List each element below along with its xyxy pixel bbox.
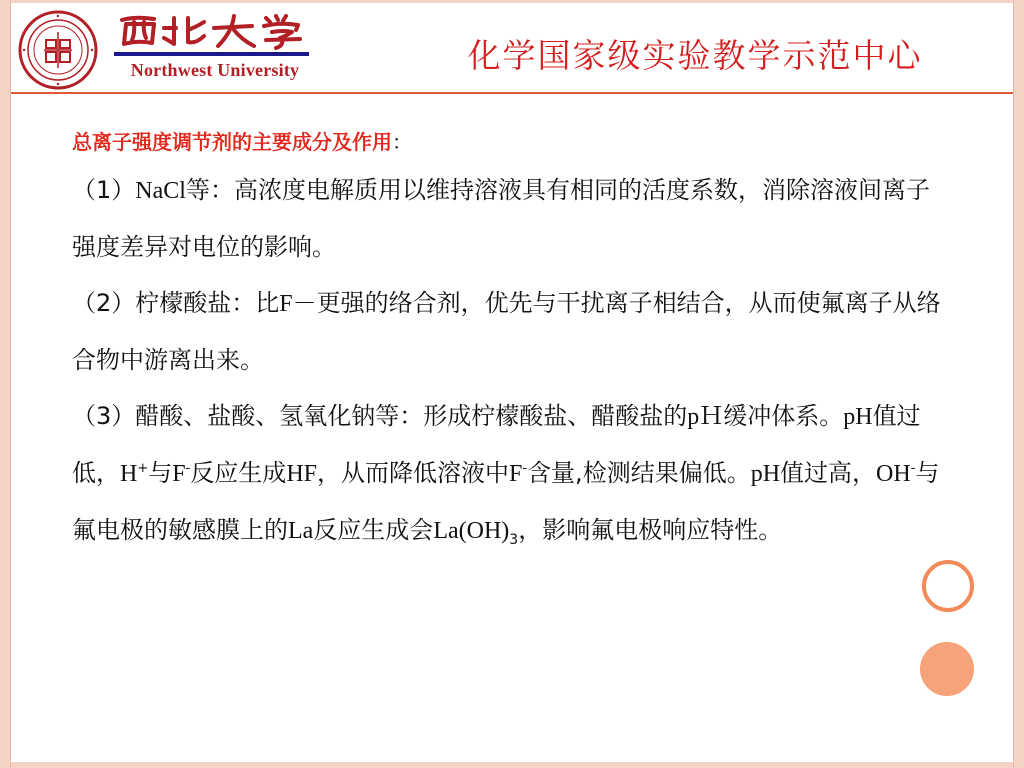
ion-fluoride-charge: －: [292, 289, 317, 317]
ion-fluoride-1-charge: -: [185, 461, 191, 476]
ion-hydroxide-charge: -: [910, 461, 916, 476]
item-1-text: 等：高浓度电解质用以维持溶液具有相同的活度系数，消除溶液间离子强度差异对电位的影响。: [72, 176, 930, 261]
ion-fluoride-1: F: [172, 461, 186, 487]
item-3-text-i: 与氟电极的敏感膜上的: [72, 459, 940, 544]
item-2-paragraph: [72, 275, 952, 388]
slide-frame-bottom: [0, 762, 1024, 768]
ion-fluoride: F: [279, 291, 293, 317]
item-3-text-a: 醋酸、盐酸、氢氧化钠等：形成柠檬酸盐、醋酸盐的: [135, 402, 688, 430]
item-2-prefix: （2）: [72, 289, 136, 317]
item-3-text-k: ，影响氟电极响应特性。: [518, 516, 783, 544]
logo-underline-bar: [114, 52, 309, 56]
ph-term-2: pH: [843, 404, 873, 430]
university-calligraphy-logo: [116, 10, 306, 52]
formula-la-oh: La(OH): [433, 518, 510, 544]
ion-fluoride-2: F: [509, 461, 523, 487]
item-2-text-a: 柠檬酸盐：比: [135, 289, 280, 317]
item-2-text-b: 更强的络合剂，优先与干扰离子相结合，从而使氟离子从络合物中游离出来。: [72, 289, 941, 374]
frame-inner-line-right: [1013, 0, 1014, 768]
item-3-text-h: 值过高，: [780, 459, 877, 487]
item-3-text-j: 反应生成会: [313, 516, 434, 544]
item-3-text-e: 反应生成: [190, 459, 287, 487]
ion-fluoride-2-charge: -: [522, 461, 528, 476]
decorative-ring: [922, 560, 974, 612]
ph-term-1: pＨ: [687, 404, 724, 430]
item-3-text-d: 与: [148, 459, 173, 487]
formula-nacl: NaCl: [135, 178, 186, 204]
ion-hydrogen: H: [120, 461, 138, 487]
school-name-english: Northwest University: [130, 60, 300, 80]
center-title: 化学国家级实验教学示范中心: [467, 36, 923, 75]
heading-text: 总离子强度调节剂的主要成分及作用: [72, 130, 392, 154]
ion-hydroxide: OH: [876, 461, 911, 487]
formula-la-oh-subscript: 3: [509, 531, 519, 548]
slide-content: [72, 122, 952, 559]
decorative-circle: [920, 642, 974, 696]
slide-frame-right: [1014, 0, 1024, 768]
item-3-text-b: 缓冲体系。: [723, 402, 844, 430]
ph-term-3: pH: [750, 461, 781, 487]
item-1-paragraph: [72, 162, 952, 275]
header-divider-line: [11, 92, 1013, 94]
element-lanthanum: La: [288, 518, 314, 544]
slide-frame-top: [0, 0, 1024, 3]
item-3-text-g: 含量,检测结果偏低。: [527, 459, 751, 487]
item-3-text-f: ，从而降低溶液中: [317, 459, 509, 487]
section-heading: [72, 122, 952, 162]
item-3-paragraph: [72, 388, 952, 559]
slide-frame-left: [0, 0, 10, 768]
item-3-prefix: （3）: [72, 402, 136, 430]
formula-hf: HF: [286, 461, 317, 487]
university-seal-icon: [18, 10, 98, 90]
item-1-prefix: （1）: [72, 176, 136, 204]
ion-hydrogen-charge: +: [137, 461, 149, 476]
heading-colon: ：: [392, 130, 412, 154]
frame-inner-line-left: [10, 0, 11, 768]
item-3-text-c: 值过低，: [72, 402, 921, 487]
